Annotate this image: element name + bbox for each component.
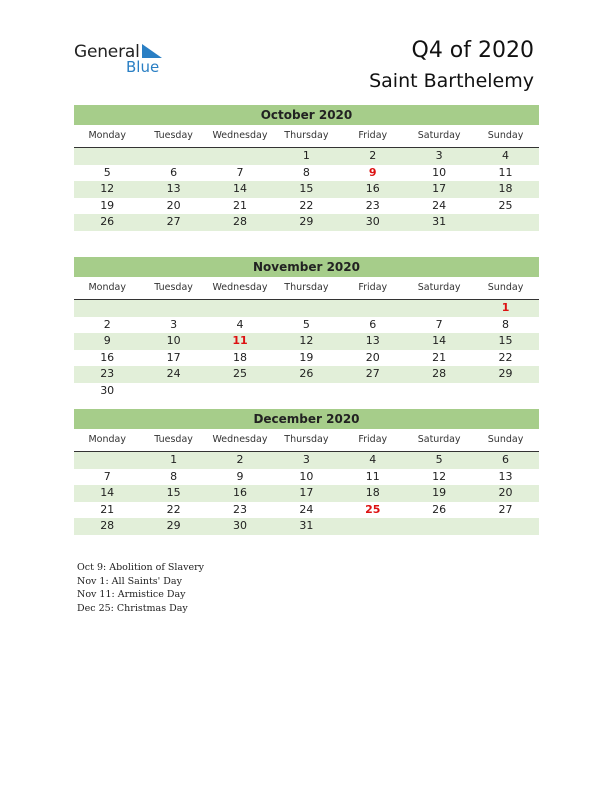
- weekday-label: Friday: [358, 282, 388, 293]
- day-cell: 21: [432, 350, 447, 364]
- weekday-label: Thursday: [284, 130, 329, 141]
- day-cell: 30: [365, 215, 380, 229]
- day-cell: 14: [232, 182, 247, 196]
- day-cell: 31: [432, 215, 447, 229]
- day-cell: 21: [100, 502, 115, 516]
- day-cell: 12: [100, 182, 115, 196]
- day-cell: 10: [166, 334, 181, 348]
- day-cell: 24: [299, 502, 314, 516]
- day-cell: 9: [236, 469, 244, 483]
- day-cell: 20: [365, 350, 380, 364]
- week-row: [74, 383, 539, 400]
- day-cell: [74, 300, 140, 317]
- day-cell: 15: [299, 182, 314, 196]
- day-cell: 8: [302, 165, 310, 179]
- week-row: [74, 333, 539, 350]
- week-row: [74, 452, 539, 469]
- weekday-row: [74, 129, 539, 148]
- day-cell: [340, 383, 406, 400]
- holiday-notes: [77, 561, 204, 615]
- day-cell: 18: [365, 486, 380, 500]
- day-cell: 29: [299, 215, 314, 229]
- day-cell: 27: [365, 367, 380, 381]
- week-row: [74, 366, 539, 383]
- day-cell: [406, 300, 472, 317]
- day-cell: 4: [236, 317, 244, 331]
- day-cell: 6: [502, 453, 510, 466]
- weekday-row: [74, 433, 539, 452]
- day-cell: 26: [100, 215, 115, 229]
- day-cell: 29: [166, 519, 181, 533]
- weekday-label: Tuesday: [154, 130, 193, 141]
- day-cell: [207, 300, 273, 317]
- day-cell: [74, 452, 140, 469]
- weekday-label: Sunday: [487, 282, 524, 293]
- day-cell: 1: [302, 149, 310, 162]
- day-cell: 4: [369, 453, 377, 466]
- logo-blue-text: Blue: [126, 58, 160, 76]
- day-cell: 13: [498, 469, 513, 483]
- day-cell: 30: [100, 383, 115, 397]
- weekday-row: [74, 281, 539, 300]
- day-cell: 16: [365, 182, 380, 196]
- weekday-label: Wednesday: [212, 434, 268, 445]
- day-cell: [472, 518, 538, 535]
- weekday-label: Saturday: [417, 130, 461, 141]
- day-cell: 3: [170, 317, 178, 331]
- day-cell: 6: [369, 317, 377, 331]
- week-row: [74, 350, 539, 367]
- day-cell: 8: [502, 317, 510, 331]
- day-cell: 8: [170, 469, 178, 483]
- day-cell: [140, 148, 206, 165]
- day-cell: 3: [302, 453, 310, 466]
- weekday-label: Tuesday: [154, 434, 193, 445]
- day-cell: 13: [166, 182, 181, 196]
- weekday-label: Wednesday: [212, 282, 268, 293]
- weekday-label: Friday: [358, 434, 388, 445]
- day-cell: 9: [368, 165, 377, 179]
- logo-general-text: General: [74, 42, 140, 62]
- day-cell: 28: [432, 367, 447, 381]
- day-cell: 21: [232, 198, 247, 212]
- day-cell: 16: [100, 350, 115, 364]
- day-cell: 12: [432, 469, 447, 483]
- weekday-label: Saturday: [417, 282, 461, 293]
- day-cell: 9: [103, 334, 111, 348]
- day-cell: 27: [498, 502, 513, 516]
- day-cell: 25: [365, 502, 381, 516]
- week-row: [74, 485, 539, 502]
- week-row: [74, 214, 539, 231]
- page-title: Q4 of 2020: [411, 38, 534, 63]
- weekday-label: Thursday: [284, 434, 329, 445]
- month-calendar: [74, 257, 539, 400]
- month-calendar: [74, 105, 539, 231]
- day-cell: 2: [369, 149, 377, 162]
- day-cell: 15: [166, 486, 181, 500]
- weekday-label: Sunday: [487, 130, 524, 141]
- day-cell: 14: [432, 334, 447, 348]
- week-row: [74, 148, 539, 165]
- day-cell: 4: [502, 149, 510, 162]
- week-row: [74, 502, 539, 519]
- week-row: [74, 198, 539, 215]
- day-cell: 28: [232, 215, 247, 229]
- day-cell: 19: [299, 350, 314, 364]
- weekday-label: Monday: [88, 130, 126, 141]
- weekday-label: Monday: [88, 434, 126, 445]
- logo: [74, 40, 174, 80]
- day-cell: 11: [232, 334, 248, 348]
- weekday-label: Sunday: [487, 434, 524, 445]
- day-cell: 11: [498, 165, 513, 179]
- day-cell: [273, 300, 339, 317]
- day-cell: 19: [100, 198, 115, 212]
- holiday-note: Nov 11: Armistice Day: [77, 589, 186, 600]
- day-cell: 22: [498, 350, 513, 364]
- day-cell: 26: [432, 502, 447, 516]
- week-row: [74, 181, 539, 198]
- day-cell: 18: [232, 350, 247, 364]
- day-cell: 26: [299, 367, 314, 381]
- page-subtitle: Saint Barthelemy: [369, 70, 534, 92]
- day-cell: 24: [166, 367, 181, 381]
- day-cell: [273, 383, 339, 400]
- day-cell: 13: [365, 334, 380, 348]
- day-cell: 31: [299, 519, 314, 533]
- week-row: [74, 317, 539, 334]
- day-cell: 17: [432, 182, 447, 196]
- day-cell: 20: [498, 486, 513, 500]
- day-cell: [74, 148, 140, 165]
- month-header: November 2020: [74, 257, 539, 277]
- day-cell: 5: [435, 453, 443, 466]
- day-cell: 1: [501, 301, 510, 314]
- day-cell: 19: [432, 486, 447, 500]
- day-cell: 2: [103, 317, 111, 331]
- day-cell: 7: [103, 469, 111, 483]
- day-cell: 14: [100, 486, 115, 500]
- weekday-label: Tuesday: [154, 282, 193, 293]
- day-cell: 1: [170, 453, 178, 466]
- day-cell: 23: [365, 198, 380, 212]
- day-cell: 28: [100, 519, 115, 533]
- day-cell: 5: [103, 165, 111, 179]
- day-cell: 17: [299, 486, 314, 500]
- day-cell: 23: [100, 367, 115, 381]
- month-calendar: [74, 409, 539, 535]
- week-row: [74, 518, 539, 535]
- weekday-label: Thursday: [284, 282, 329, 293]
- day-cell: 6: [170, 165, 178, 179]
- week-row: [74, 469, 539, 486]
- weekday-label: Monday: [88, 282, 126, 293]
- day-cell: 22: [166, 502, 181, 516]
- day-cell: 11: [365, 469, 380, 483]
- day-cell: 12: [299, 334, 314, 348]
- day-cell: [406, 383, 472, 400]
- day-cell: [472, 214, 538, 231]
- day-cell: 24: [432, 198, 447, 212]
- day-cell: 30: [232, 519, 247, 533]
- holiday-note: Oct 9: Abolition of Slavery: [77, 562, 205, 573]
- day-cell: [340, 300, 406, 317]
- holiday-note: Dec 25: Christmas Day: [77, 602, 188, 614]
- month-header: October 2020: [74, 105, 539, 125]
- day-cell: 16: [232, 486, 247, 500]
- day-cell: 20: [166, 198, 181, 212]
- week-row: [74, 165, 539, 182]
- day-cell: [406, 518, 472, 535]
- weekday-label: Friday: [358, 130, 388, 141]
- day-cell: 27: [166, 215, 181, 229]
- holiday-note: Nov 1: All Saints' Day: [77, 575, 182, 587]
- day-cell: 5: [302, 317, 310, 331]
- day-cell: 18: [498, 182, 513, 196]
- month-header: December 2020: [74, 409, 539, 429]
- day-cell: 29: [498, 367, 513, 381]
- day-cell: 7: [236, 165, 244, 179]
- weekday-label: Saturday: [417, 434, 461, 445]
- day-cell: 15: [498, 334, 513, 348]
- day-cell: 10: [432, 165, 447, 179]
- day-cell: 2: [236, 453, 244, 466]
- day-cell: [340, 518, 406, 535]
- day-cell: 23: [232, 502, 247, 516]
- day-cell: 25: [498, 198, 513, 212]
- week-row: [74, 300, 539, 317]
- day-cell: [207, 383, 273, 400]
- day-cell: [207, 148, 273, 165]
- day-cell: 7: [435, 317, 443, 331]
- day-cell: 22: [299, 198, 314, 212]
- day-cell: 10: [299, 469, 314, 483]
- weekday-label: Wednesday: [212, 130, 268, 141]
- day-cell: [140, 383, 206, 400]
- day-cell: 25: [232, 367, 247, 381]
- day-cell: 17: [166, 350, 181, 364]
- day-cell: 3: [435, 149, 443, 162]
- day-cell: [140, 300, 206, 317]
- day-cell: [472, 383, 538, 400]
